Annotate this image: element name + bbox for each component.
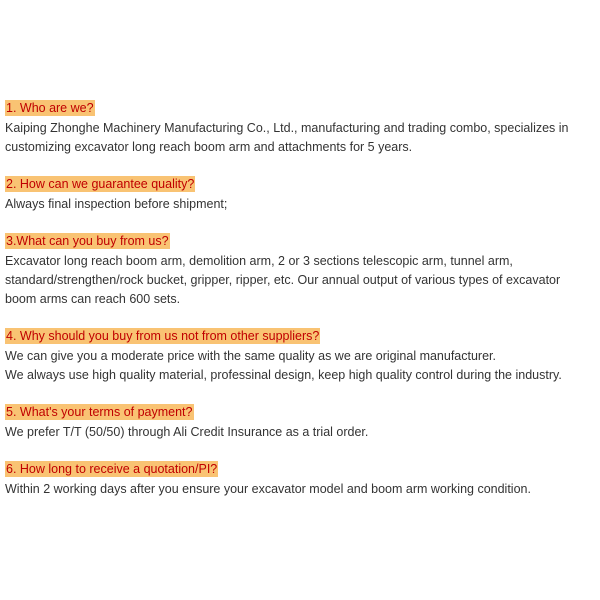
faq-answer-line: customizing excavator long reach boom arm and attachments for 5 years. — [5, 140, 413, 154]
faq-answer — [5, 347, 597, 385]
faq-question: 3.What can you buy from us? — [6, 234, 169, 248]
faq-item-why-us — [5, 327, 597, 385]
faq-item-quality — [5, 175, 597, 214]
faq-answer — [5, 480, 597, 499]
faq-answer-line: Excavator long reach boom arm, demolition arm, 2 or 3 sections telescopic arm, tunnel arm, — [5, 254, 513, 268]
faq-section — [5, 99, 597, 517]
faq-item-payment — [5, 403, 597, 442]
faq-answer-line: Kaiping Zhonghe Machinery Manufacturing Co., Ltd., manufacturing and trading combo, specializes in — [5, 121, 569, 135]
faq-answer-line: standard/strengthen/rock bucket, gripper, ripper, etc. Our annual output of various types of excavator — [5, 273, 561, 287]
faq-question: 5. What's your terms of payment? — [6, 405, 193, 419]
faq-answer — [5, 252, 597, 309]
faq-answer — [5, 423, 597, 442]
faq-question: 6. How long to receive a quotation/PI? — [6, 462, 218, 476]
faq-answer-line: We always use high quality material, professinal design, keep high quality control during the industry. — [5, 368, 562, 382]
faq-answer-line: boom arms can reach 600 sets. — [5, 292, 181, 306]
faq-item-who-are-we — [5, 99, 597, 157]
faq-answer-line: Within 2 working days after you ensure your excavator model and boom arm working condition. — [5, 482, 531, 496]
faq-answer — [5, 195, 597, 214]
faq-question: 1. Who are we? — [6, 101, 94, 115]
faq-question: 2. How can we guarantee quality? — [6, 177, 195, 191]
faq-question: 4. Why should you buy from us not from other suppliers? — [6, 329, 320, 343]
faq-item-products — [5, 232, 597, 309]
faq-answer-line: We can give you a moderate price with the same quality as we are original manufacturer. — [5, 349, 496, 363]
faq-item-quotation — [5, 460, 597, 499]
faq-answer-line: Always final inspection before shipment; — [5, 197, 228, 211]
faq-answer-line: We prefer T/T (50/50) through Ali Credit Insurance as a trial order. — [5, 425, 369, 439]
faq-answer — [5, 119, 597, 157]
